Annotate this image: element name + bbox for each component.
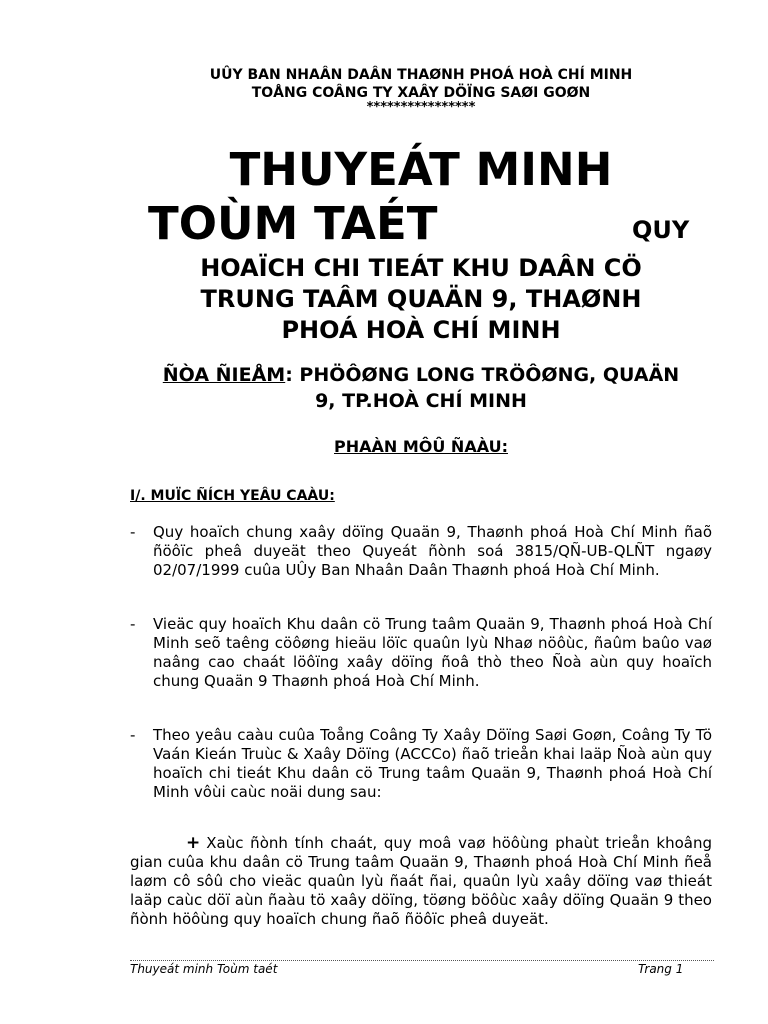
dash-bullet: - xyxy=(130,615,136,633)
header-line-1: UÛY BAN NHAÂN DAÂN THAØNH PHOÁ HOÀ CHÍ MINH xyxy=(209,67,633,83)
plus-icon: + xyxy=(186,833,201,853)
header-stars: **************** xyxy=(366,100,476,115)
paragraph-1 xyxy=(130,523,712,580)
paragraph-3 xyxy=(130,726,712,802)
paragraph-2 xyxy=(130,615,712,691)
location-line-1 xyxy=(130,362,712,388)
header-line-2: TOÅNG COÂNG TY XAÂY DÖÏNG SAØI GOØN xyxy=(251,85,591,101)
footer-title: Thuyeát minh Toùm taét xyxy=(130,962,278,976)
title-line-2: TOÙM TAÉT xyxy=(148,197,438,250)
location-value-1: : PHÖÔØNG LONG TRÖÔØNG, QUAÄN xyxy=(285,364,680,386)
title-line-1: THUYEÁT MINH xyxy=(229,143,613,196)
footer-page-number: Trang 1 xyxy=(638,962,684,976)
location-label: ÑÒA ÑIEÅM xyxy=(162,364,286,386)
plus-item-text: Xaùc ñònh tính chaát, quy moâ vaø höôùng phaùt trieån khoâng gian cuûa khu daân cö Trung taâm Quaän 9, Thaønh phoá Hoà Chí Minh ñeå laøm cô sôû cho vieäc quaûn lyù ñaát ñai, quaûn lyù xaây döïng vaø thieát laäp caùc döï aùn ñaàu tö xaây döïng, töøng böôùc xaây döïng Quaän 9 theo ñònh höôùng quy hoaïch chung ñaõ ñöôïc pheâ duyeät. xyxy=(130,834,712,928)
plus-item xyxy=(130,834,712,929)
paragraph-text: Theo yeâu caàu cuûa Toång Coâng Ty Xaây Döïng Saøi Goøn, Coâng Ty Tö Vaán Kieán Truùc & Xaây Döïng (ACCCo) ñaõ trieån khai laäp Ñoà aùn quy hoaïch chi tieát Khu daân cö Trung taâm Quaän 9, Thaønh phoá Hoà Chí Minh vôùi caùc noäi dung sau: xyxy=(153,726,712,801)
subtitle-line-1: HOAÏCH CHI TIEÁT KHU DAÂN CÖ xyxy=(200,254,642,282)
section-label: PHAÀN MÔÛ ÑAÀU: xyxy=(334,437,508,456)
section-heading xyxy=(130,437,712,458)
location-line-2: 9, TP.HOÀ CHÍ MINH xyxy=(315,390,527,412)
title-line-2-tail: QUY xyxy=(632,216,690,244)
footer-divider xyxy=(130,960,714,961)
subtitle-line-2: TRUNG TAÂM QUAÄN 9, THAØNH xyxy=(200,285,642,313)
subtitle-line-3: PHOÁ HOÀ CHÍ MINH xyxy=(281,316,561,344)
dash-bullet: - xyxy=(130,726,136,744)
dash-bullet: - xyxy=(130,523,136,541)
paragraph-text: Quy hoaïch chung xaây döïng Quaän 9, Thaønh phoá Hoà Chí Minh ñaõ ñöôïc pheâ duyeät theo Quyeát ñònh soá 3815/QÑ-UB-QLÑT ngaøy 02/07/1999 cuûa UÛy Ban Nhaân Daân Thaønh phoá Hoà Chí Minh. xyxy=(153,523,712,579)
paragraph-text: Vieäc quy hoaïch Khu daân cö Trung taâm Quaän 9, Thaønh phoá Hoà Chí Minh seõ taêng cöôøng hieäu löïc quaûn lyù Nhaø nöôùc, ñaûm baûo vaø naâng cao chaát löôïng xaây döïng ñoâ thò theo Ñoà aùn quy hoaïch chung Quaän 9 Thaønh phoá Hoà Chí Minh. xyxy=(153,615,712,690)
heading-purpose: I/. MUÏC ÑÍCH YEÂU CAÀU: xyxy=(130,488,335,504)
